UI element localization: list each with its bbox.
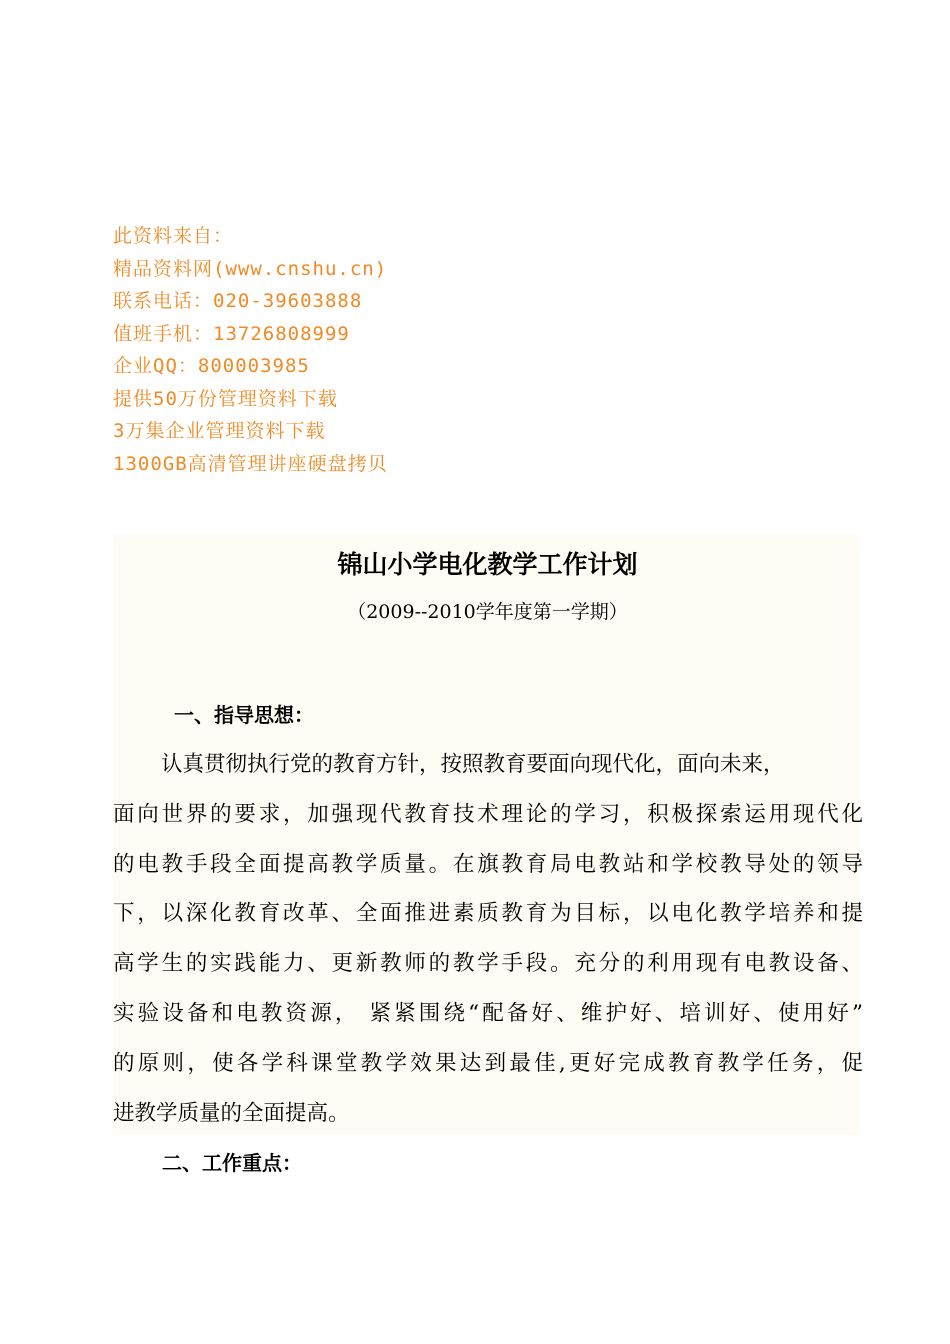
guiding-ideology-paragraph (113, 740, 863, 1138)
source-info-block (113, 220, 613, 480)
section-heading-guiding-ideology: 一、指导思想： (174, 703, 314, 727)
paragraph-line: 认真贯彻执行党的教育方针，按照教育要面向现代化，面向未来， (161, 752, 785, 777)
paragraph-line: 的电教手段全面提高教学质量。在旗教育局电教站和学校教导处的领导 (113, 851, 863, 877)
section-heading-work-focus: 二、工作重点： (162, 1151, 302, 1175)
offer-line-3: 1300GB高清管理讲座硬盘拷贝 (113, 452, 388, 475)
paragraph-line: 进教学质量的全面提高。 (113, 1100, 350, 1126)
paragraph-line: 的原则，使各学科课堂教学效果达到最佳,更好完成教育教学任务，促 (113, 1050, 863, 1076)
offer-line-1: 提供50万份管理资料下载 (113, 387, 338, 410)
paragraph-line: 面向世界的要求，加强现代教育技术理论的学习，积极探索运用现代化 (113, 801, 863, 827)
paragraph-line: 高学生的实践能力、更新教师的教学手段。充分的利用现有电教设备、 (113, 951, 863, 977)
document-subtitle: （2009--2010学年度第一学期） (347, 601, 628, 623)
paragraph-line: 实验设备和电教资源， 紧紧围绕“配备好、维护好、培训好、使用好” (113, 1000, 863, 1026)
paragraph-line: 下，以深化教育改革、全面推进素质教育为目标，以电化教学培养和提 (113, 901, 863, 927)
source-line: 此资料来自： (113, 225, 234, 247)
document-title: 锦山小学电化教学工作计划 (337, 550, 638, 579)
qq-line: 企业QQ：800003985 (113, 355, 310, 377)
source-website-line: 精品资料网(www.cnshu.cn) (113, 257, 388, 280)
offer-line-2: 3万集企业管理资料下载 (113, 420, 326, 442)
contact-phone-line: 联系电话：020-39603888 (113, 290, 363, 312)
mobile-phone-line: 值班手机：13726808999 (113, 322, 350, 345)
